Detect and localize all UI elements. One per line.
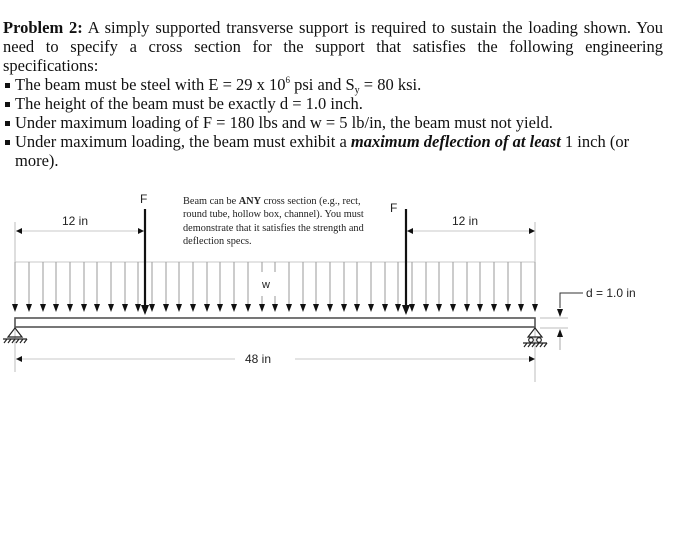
spec-text: The height of the beam must be exactly d = 1.0 inch. — [15, 94, 363, 113]
dimension-label-span: 48 in — [245, 352, 272, 366]
cross-section-note — [183, 195, 383, 248]
spec-text: psi and S — [290, 75, 355, 94]
problem-intro-text: A simply supported transverse support is required to sustain the loading shown. You need to specify a cross section for the support that satisfies the following engineering specifications: — [3, 18, 663, 75]
dimension-label-right: 12 in — [452, 214, 479, 228]
depth-label: d = 1.0 in — [586, 286, 636, 300]
distributed-load-w — [12, 262, 538, 312]
note-emphasis: ANY — [238, 196, 262, 207]
note-text: Beam can be — [183, 196, 239, 207]
subscript: y — [354, 85, 360, 96]
spec-emphasis: maximum deflection of at least — [350, 132, 561, 151]
spec-text: Under maximum loading, the beam must exhibit a — [15, 132, 351, 151]
superscript: 6 — [285, 75, 291, 85]
distributed-load-label: w — [262, 279, 270, 291]
problem-label: Problem 2: — [3, 18, 83, 37]
dimension-label-left: 12 in — [62, 214, 89, 228]
spec-text: = 80 ksi. — [359, 75, 422, 94]
depth-dimension — [557, 293, 583, 350]
force-label-left: F — [140, 192, 148, 206]
distributed-arrowheads — [12, 304, 538, 312]
force-label-right: F — [390, 201, 398, 215]
note-text: cross section (e.g., rect, round tube, hollow box, channel). You must demonstrate that it satisfies the strength and deflection specs. — [183, 196, 364, 247]
spec-text: Under maximum loading of F = 180 lbs and w = 5 lb/in, the beam must not yield. — [15, 113, 553, 132]
spec-text: 1 inch (or more). — [15, 132, 630, 170]
spec-text: The beam must be steel with E = 29 x 10 — [15, 75, 286, 94]
beam — [15, 318, 535, 327]
